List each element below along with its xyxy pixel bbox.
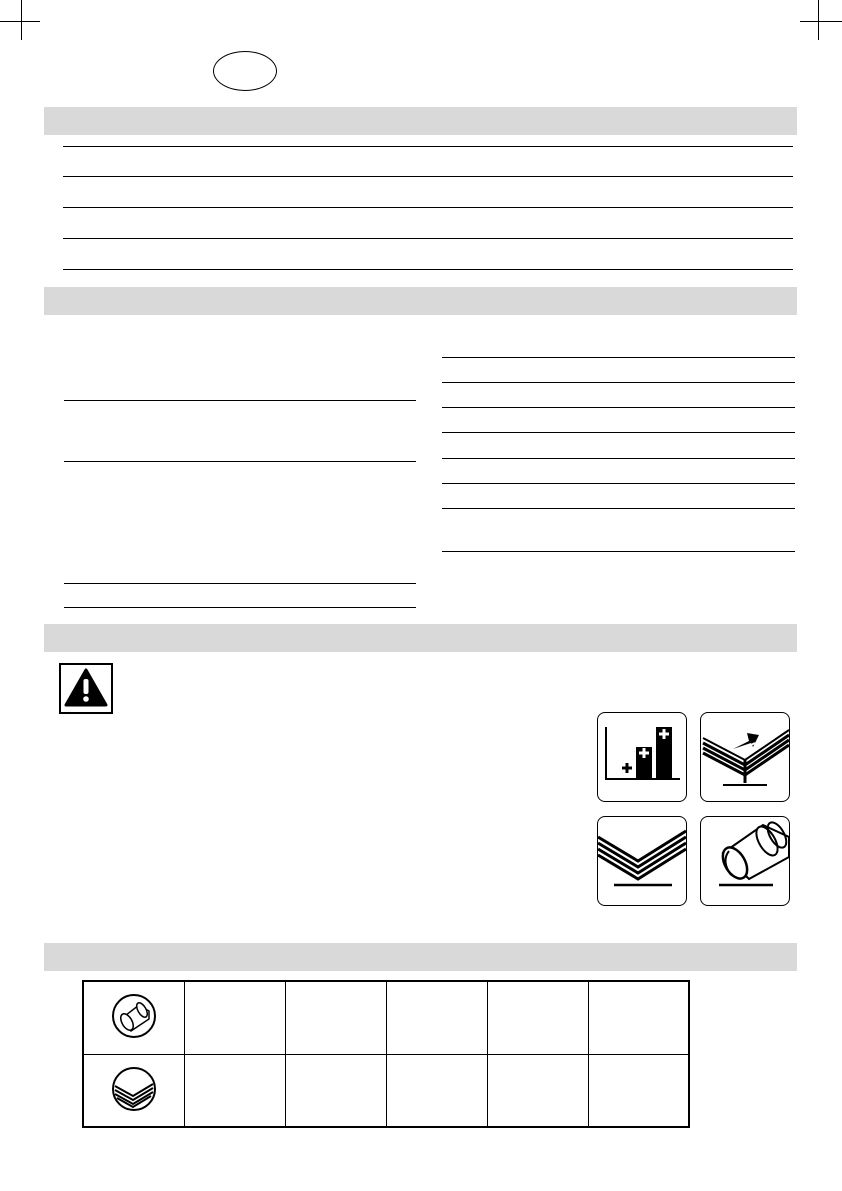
divider: [63, 238, 793, 239]
table-row-icon-cell: [83, 1054, 184, 1127]
stacked-sheets-pictogram: [597, 816, 687, 906]
crop-mark: [800, 21, 842, 22]
crop-mark: [21, 0, 22, 40]
warning-triangle-icon: [61, 665, 111, 712]
table-row: [83, 981, 689, 1054]
table-cell: [184, 981, 285, 1054]
capacity-chart-pictogram: [597, 712, 687, 802]
section-header: [44, 943, 797, 971]
paper-roll-pictogram: [700, 816, 790, 906]
divider: [63, 207, 793, 208]
divider: [442, 407, 795, 408]
warning-icon-box: [59, 663, 113, 714]
table-cell: [285, 1054, 386, 1127]
table-cell: [184, 1054, 285, 1127]
divider: [442, 432, 795, 433]
stacked-sheets-icon: [598, 817, 686, 905]
divider: [63, 146, 793, 147]
table-cell: [588, 1054, 689, 1127]
divider: [442, 357, 795, 358]
divider: [64, 461, 416, 462]
table-cell: [588, 981, 689, 1054]
table-cell: [487, 1054, 588, 1127]
crop-mark: [818, 0, 819, 40]
divider: [64, 583, 416, 584]
table-cell: [285, 981, 386, 1054]
capacity-table: [82, 980, 690, 1128]
divider: [442, 551, 795, 552]
table-cell: [386, 981, 487, 1054]
crop-mark: [0, 21, 40, 22]
divider: [64, 400, 416, 401]
section-header: [44, 624, 797, 652]
table-row-icon-cell: [83, 981, 184, 1054]
divider: [442, 508, 795, 509]
stacked-sheets-icon: [111, 1066, 157, 1112]
divider: [442, 382, 795, 383]
divider: [63, 176, 793, 177]
divider: [442, 483, 795, 484]
divider: [442, 458, 795, 459]
cutting-capacity-chart-icon: [598, 713, 686, 801]
section-header: [44, 107, 797, 135]
table-cell: [386, 1054, 487, 1127]
paper-roll-icon: [111, 993, 157, 1039]
sheet-thickness-pictogram: [700, 712, 790, 802]
divider: [63, 269, 793, 270]
language-badge: [213, 51, 277, 91]
divider: [64, 607, 416, 608]
section-header: [44, 287, 797, 315]
paper-roll-icon: [701, 817, 789, 905]
table-row: [83, 1054, 689, 1127]
table-cell: [487, 981, 588, 1054]
sheet-thickness-icon: [701, 713, 789, 801]
